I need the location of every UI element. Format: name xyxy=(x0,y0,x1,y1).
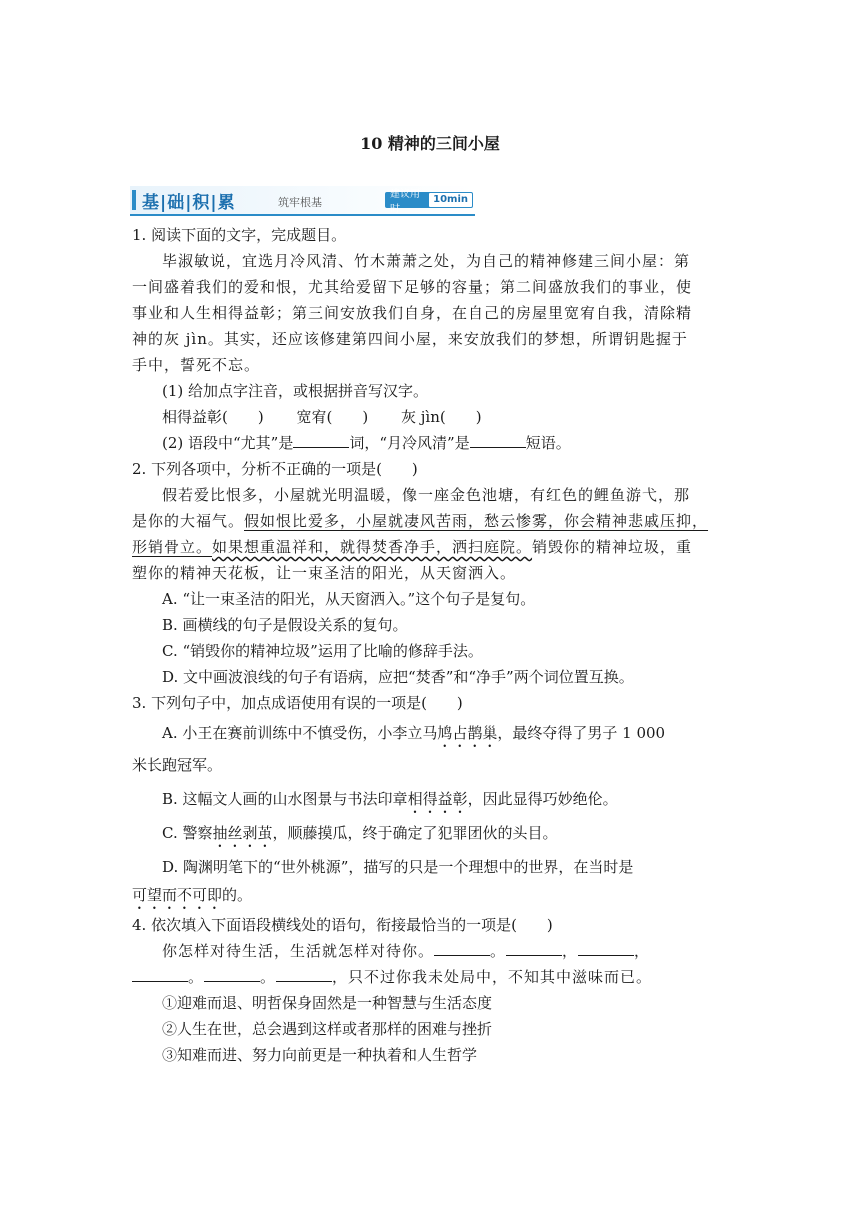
page-title: 10 精神的三间小屋 xyxy=(360,134,500,153)
q2-option: A. “让一束圣洁的阳光，从天窗洒入。”这个句子是复句。 xyxy=(162,590,536,608)
q1-item: 相得益彰( ) xyxy=(162,408,264,426)
q4-item: ③知难而进、努力向前更是一种执着和人生哲学 xyxy=(162,1046,478,1064)
q3-option-d: D. 陶渊明笔下的“世外桃源”，描写的只是一个理想中的世界，在当时是 xyxy=(162,858,634,876)
answer-blank[interactable] xyxy=(434,939,490,956)
answer-blank[interactable] xyxy=(293,431,349,448)
q1-item: 宽宥( ) xyxy=(296,408,369,426)
q4-stem: 4. 依次填入下面语段横线处的语句，衔接最恰当的一项是( ) xyxy=(132,916,553,934)
q4-passage-line: 你怎样对待生活，生活就怎样对待你。 。 ， ， xyxy=(132,938,732,964)
answer-blank[interactable] xyxy=(578,939,634,956)
q3-option-d-cont: 可望而不可即的。 xyxy=(132,886,253,904)
q3-option-c: C. 警察抽丝剥茧，顺藤摸瓜，终于确定了犯罪团伙的头目。 xyxy=(162,824,558,842)
q3-option-a-cont: 米长跑冠军。 xyxy=(132,756,223,774)
answer-blank[interactable] xyxy=(132,965,188,982)
q2-stem: 2. 下列各项中，分析不正确的一项是( ) xyxy=(132,460,418,478)
answer-blank[interactable] xyxy=(506,939,562,956)
q2-passage-line: 塑你的精神天花板，让一束圣洁的阳光，从天窗洒入。 xyxy=(132,564,517,582)
answer-blank[interactable] xyxy=(276,965,332,982)
q1-stem: 1. 阅读下面的文字，完成题目。 xyxy=(132,226,347,244)
q1-passage-line: 毕淑敏说，宜选月冷风清、竹木萧萧之处，为自己的精神修建三间小屋：第 xyxy=(162,252,691,270)
dotted-idiom: 可望而不可即 xyxy=(132,886,223,904)
wavy-sentence: 如果想重温祥和，就得焚香净手，洒扫庭院。 xyxy=(212,538,533,556)
q1-sub1: (1) 给加点字注音，或根据拼音写汉字。 xyxy=(162,382,429,400)
banner-title: 基|础|积|累 xyxy=(142,193,236,213)
q4-passage-line: 。 。 ，只不过你我未处局中，不知其中滋味而已。 xyxy=(132,964,732,990)
q1-passage-line: 事业和人生相得益彰；第三间安放我们自身，在自己的房屋里宽宥自我，清除精 xyxy=(132,304,693,322)
q2-passage-line: 形销骨立。如果想重温祥和，就得焚香净手，洒扫庭院。销毁你的精神垃圾，重 xyxy=(132,538,693,556)
underlined-sentence: 形销骨立。 xyxy=(132,538,213,556)
underlined-sentence: 假如恨比爱多，小屋就凄风苦雨，愁云惨雾，你会精神悲戚压抑， xyxy=(244,512,709,530)
banner-subtitle: 筑牢根基 xyxy=(278,196,322,209)
answer-blank[interactable] xyxy=(204,965,260,982)
q2-passage-line: 是你的大福气。假如恨比爱多，小屋就凄风苦雨，愁云惨雾，你会精神悲戚压抑， xyxy=(132,512,709,530)
q3-option-a: A. 小王在赛前训练中不慎受伤，小李立马鸠占鹊巢，最终夺得了男子 1 000 xyxy=(162,724,666,742)
time-badge-label: 建议用时 xyxy=(390,189,420,215)
q1-passage-line: 神的灰 jìn。其实，还应该修建第四间小屋，来安放我们的梦想，所谓钥匙握于 xyxy=(132,330,688,348)
q1-sub1-items xyxy=(132,404,732,430)
q1-passage-line: 手中，誓死不忘。 xyxy=(132,356,261,374)
time-badge-value: 10min xyxy=(429,193,472,207)
questions-body xyxy=(132,222,732,1068)
q2-option: B. 画横线的句子是假设关系的复句。 xyxy=(162,616,408,634)
q1-item: 灰 jìn( ) xyxy=(401,408,482,426)
q2-passage-line: 假若爱比恨多，小屋就光明温暖，像一座金色池塘，有红色的鲤鱼游弋，那 xyxy=(162,486,691,504)
dotted-idiom: 鸠占鹊巢 xyxy=(437,724,498,742)
dotted-idiom: 抽丝剥茧 xyxy=(212,824,273,842)
q1-passage-line: 一间盛着我们的爱和恨，尤其给爱留下足够的容量；第二间盛放我们的事业，使 xyxy=(132,278,693,296)
q1-sub2: (2) 语段中“尤其”是 词，“月冷风清”是 短语。 xyxy=(132,430,732,456)
q3-option-b: B. 这幅文人画的山水图景与书法印章相得益彰，因此显得巧妙绝伦。 xyxy=(162,790,618,808)
q4-item: ②人生在世，总会遇到这样或者那样的困难与挫折 xyxy=(162,1020,493,1038)
time-badge xyxy=(385,189,473,215)
q4-item: ①迎难而退、明哲保身固然是一种智慧与生活态度 xyxy=(162,994,493,1012)
q3-stem: 3. 下列句子中，加点成语使用有误的一项是( ) xyxy=(132,694,463,712)
q2-option: C. “销毁你的精神垃圾”运用了比喻的修辞手法。 xyxy=(162,642,483,660)
banner-accent-bar xyxy=(132,190,136,210)
section-banner xyxy=(130,186,475,216)
dotted-idiom: 相得益彰 xyxy=(407,790,468,808)
answer-blank[interactable] xyxy=(470,431,526,448)
q2-option: D. 文中画波浪线的句子有语病，应把“焚香”和“净手”两个词位置互换。 xyxy=(162,668,634,686)
